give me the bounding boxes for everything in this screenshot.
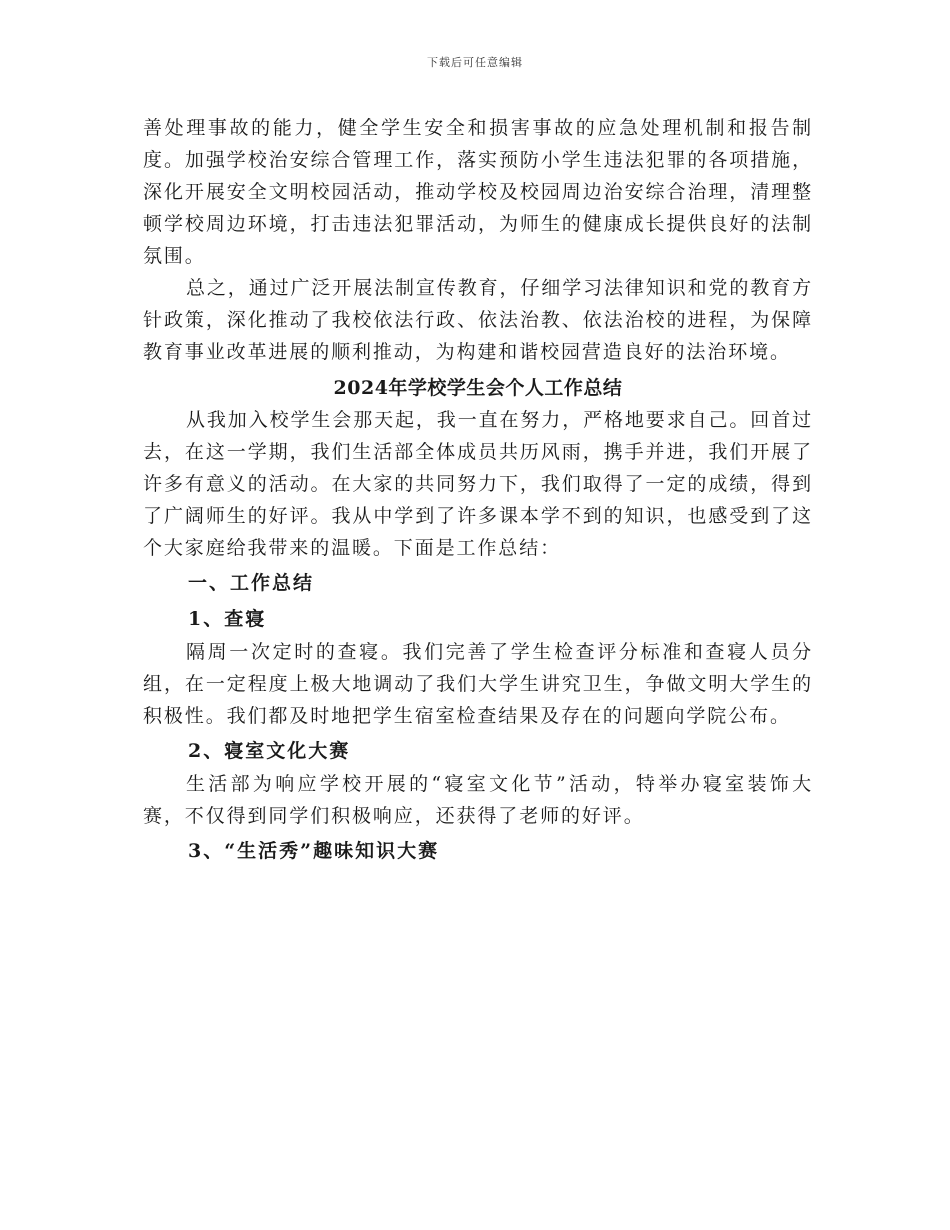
paragraph-dorm-culture-contest: 生活部为响应学校开展的“寝室文化节”活动，特举办寝室装饰大赛，不仅得到同学们积极响应，还获得了老师的好评。 [143,773,813,827]
paragraph-introduction: 从我加入校学生会那天起，我一直在努力，严格地要求自己。回首过去，在这一学期，我们生活部全体成员共历风雨，携手并进，我们开展了许多有意义的活动。在大家的共同努力下，我们取得了一定的成绩，得到了广阔师生的好评。我从中学到了许多课本学不到的知识，也感受到了这个大家庭给我带来的温暖。下面是工作总结： [143,409,814,559]
subheading-life-show-quiz: 3、“生活秀”趣味知识大赛 [188,840,440,862]
section-heading-work-summary: 一、工作总结 [188,572,315,594]
document-body [143,112,813,868]
subheading-dorm-culture-contest: 2、寝室文化大赛 [188,740,351,762]
document-title: 2024年学校学生会个人工作总结 [333,377,623,399]
paragraph-dorm-inspection: 隔周一次定时的查寝。我们完善了学生检查评分标准和查寝人员分组，在一定程度上极大地调动了我们大学生讲究卫生，争做文明大学生的积极性。我们都及时地把学生宿室检查结果及存在的问题向学院公布。 [143,641,813,727]
paragraph-conclusion: 总之，通过广泛开展法制宣传教育，仔细学习法律知识和党的教育方针政策，深化推动了我校依法行政、依法治教、依法治校的进程，为保障教育事业改革进展的顺利推动，为构建和谐校园营造良好的法治环境。 [143,277,814,363]
paragraph-safety-measures: 善处理事故的能力，健全学生安全和损害事故的应急处理机制和报告制度。加强学校治安综合管理工作，落实预防小学生违法犯罪的各项措施，深化开展安全文明校园活动，推动学校及校园周边治安综合治理，清理整顿学校周边环境，打击违法犯罪活动，为师生的健康成长提供良好的法制氛围。 [143,117,813,267]
page-header-note: 下载后可任意编辑 [427,56,523,69]
subheading-dorm-inspection: 1、查寝 [188,608,267,630]
